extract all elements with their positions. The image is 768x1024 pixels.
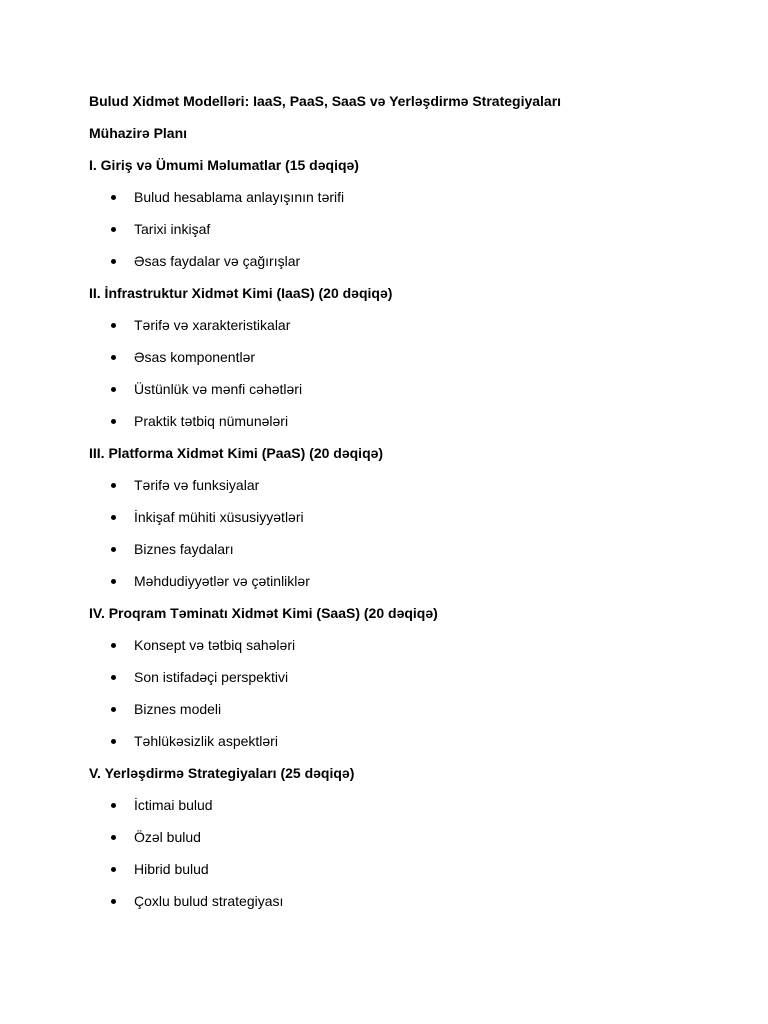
list-item [89, 666, 709, 688]
list-item-text: Əsas komponentlər [134, 349, 256, 365]
list-item-text: Hibrid bulud [134, 861, 209, 877]
list-item [89, 218, 709, 240]
list-item-text: Konsept və tətbiq sahələri [134, 637, 296, 653]
list-item-text: Əsas faydalar və çağırışlar [134, 253, 301, 269]
bullet-icon [111, 707, 116, 712]
list-item-text: Tərifə və xarakteristikalar [134, 317, 291, 333]
bullet-list [89, 794, 709, 912]
section [89, 154, 709, 272]
bullet-icon [111, 675, 116, 680]
list-item-text: İctimai bulud [134, 797, 213, 813]
list-item [89, 378, 709, 400]
bullet-list [89, 634, 709, 752]
list-item-text: Üstünlük və mənfi cəhətləri [134, 381, 303, 397]
section-heading: III. Platforma Xidmət Kimi (PaaS) (20 dəqiqə) [89, 445, 384, 461]
document-title: Bulud Xidmət Modelləri: IaaS, PaaS, SaaS və Yerləşdirmə Strategiyaları [89, 93, 562, 109]
bullet-icon [111, 643, 116, 648]
bullet-icon [111, 227, 116, 232]
list-item-text: Təhlükəsizlik aspektləri [134, 733, 278, 749]
sections-container [89, 154, 709, 912]
bullet-list [89, 314, 709, 432]
list-item [89, 410, 709, 432]
list-item-text: Biznes modeli [134, 701, 222, 717]
list-item-text: Praktik tətbiq nümunələri [134, 413, 289, 429]
bullet-icon [111, 515, 116, 520]
list-item [89, 730, 709, 752]
section-heading: II. İnfrastruktur Xidmət Kimi (IaaS) (20 dəqiqə) [89, 285, 393, 301]
list-item [89, 314, 709, 336]
bullet-icon [111, 579, 116, 584]
bullet-icon [111, 483, 116, 488]
list-item-text: İnkişaf mühiti xüsusiyyətləri [134, 509, 304, 525]
section-heading: I. Giriş və Ümumi Məlumatlar (15 dəqiqə) [89, 157, 359, 173]
section [89, 442, 709, 592]
lecture-plan-title: Mühazirə Planı [89, 125, 188, 141]
bullet-icon [111, 803, 116, 808]
bullet-icon [111, 387, 116, 392]
list-item-text: Biznes faydaları [134, 541, 234, 557]
bullet-icon [111, 739, 116, 744]
bullet-icon [111, 259, 116, 264]
section [89, 282, 709, 432]
list-item [89, 506, 709, 528]
list-item [89, 794, 709, 816]
list-item-text: Özəl bulud [134, 829, 201, 845]
list-item-text: Bulud hesablama anlayışının tərifi [134, 189, 345, 205]
list-item [89, 858, 709, 880]
list-item-text: Son istifadəçi perspektivi [134, 669, 289, 685]
bullet-icon [111, 835, 116, 840]
section-heading: IV. Proqram Təminatı Xidmət Kimi (SaaS) (20 dəqiqə) [89, 605, 438, 621]
bullet-icon [111, 355, 116, 360]
bullet-icon [111, 867, 116, 872]
list-item [89, 186, 709, 208]
bullet-icon [111, 419, 116, 424]
list-item [89, 346, 709, 368]
list-item [89, 634, 709, 656]
bullet-icon [111, 195, 116, 200]
list-item [89, 474, 709, 496]
list-item [89, 538, 709, 560]
bullet-icon [111, 547, 116, 552]
list-item-text: Tarixi inkişaf [134, 221, 211, 237]
list-item-text: Tərifə və funksiyalar [134, 477, 260, 493]
list-item [89, 826, 709, 848]
bullet-icon [111, 899, 116, 904]
list-item [89, 698, 709, 720]
list-item [89, 570, 709, 592]
bullet-list [89, 474, 709, 592]
list-item-text: Çoxlu bulud strategiyası [134, 893, 284, 909]
document-content [89, 90, 709, 922]
bullet-list [89, 186, 709, 272]
list-item-text: Məhdudiyyətlər və çətinliklər [134, 573, 310, 589]
bullet-icon [111, 323, 116, 328]
list-item [89, 250, 709, 272]
section [89, 762, 709, 912]
section [89, 602, 709, 752]
list-item [89, 890, 709, 912]
section-heading: V. Yerləşdirmə Strategiyaları (25 dəqiqə) [89, 765, 355, 781]
